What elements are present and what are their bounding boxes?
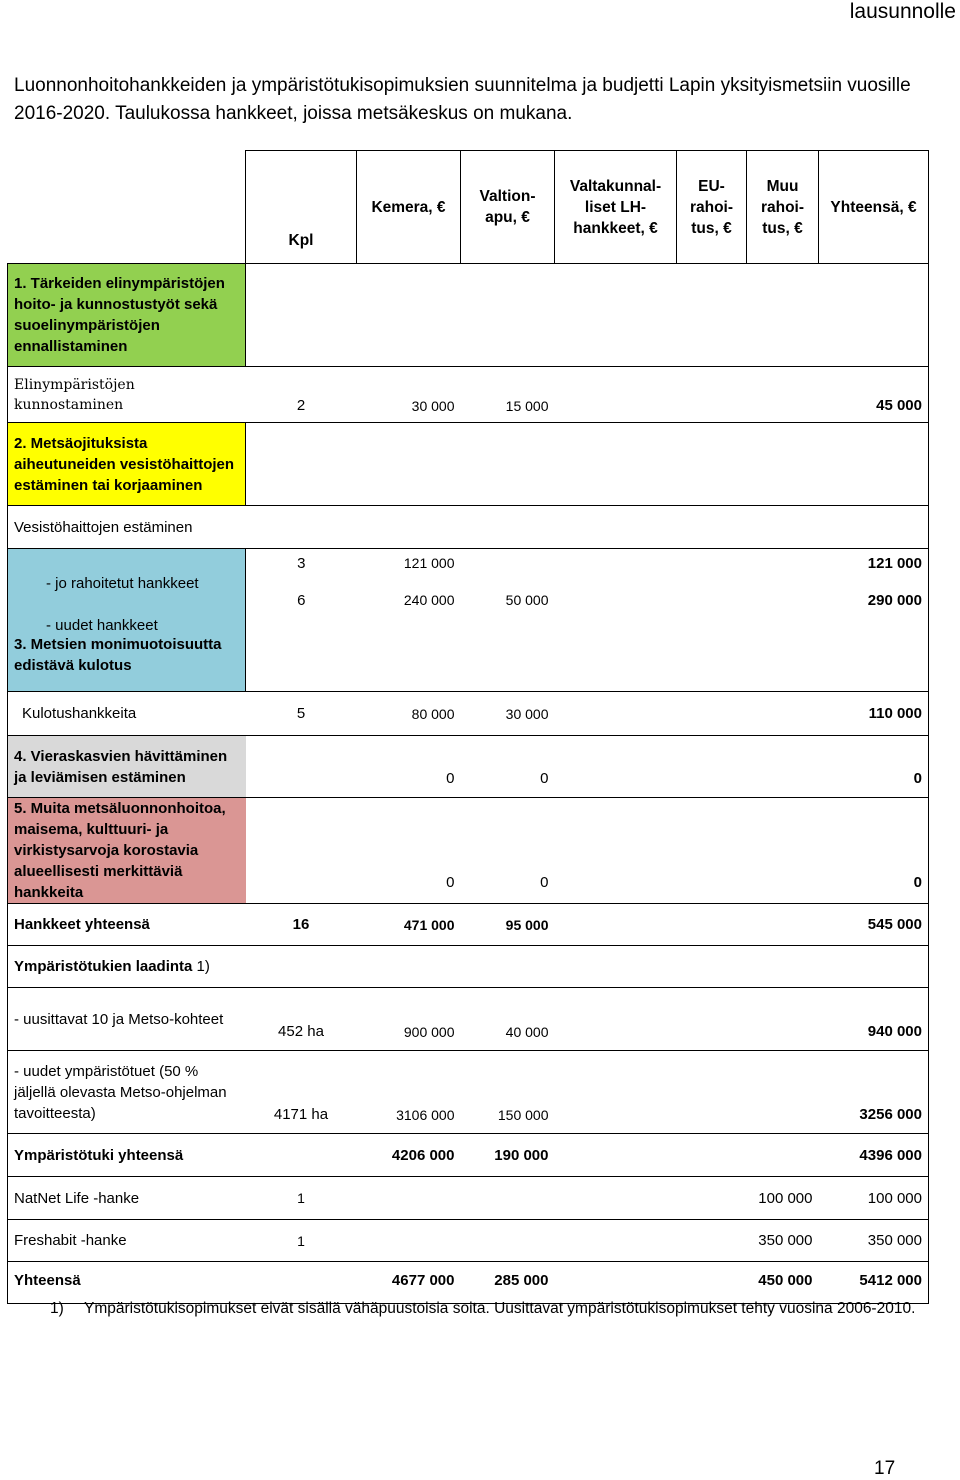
budget-table bbox=[7, 150, 929, 1304]
footnote-ref: 1) bbox=[192, 958, 210, 975]
cell-kemera: 3106 000 bbox=[357, 1051, 461, 1134]
table-row bbox=[8, 1134, 929, 1177]
row-label-uudet: - uudet hankkeet bbox=[8, 592, 246, 634]
table-row bbox=[8, 1051, 929, 1134]
cell-yhteensa: 121 000 bbox=[819, 549, 929, 592]
table-row bbox=[8, 988, 929, 1051]
cell-kpl: 3 bbox=[246, 549, 357, 592]
cell-kemera: 240 000 bbox=[403, 591, 455, 608]
cell-eu: 350 000 bbox=[677, 1220, 819, 1262]
cell-valtionapu: 150 000 bbox=[461, 1051, 555, 1134]
row-label-hankkeet: Hankkeet yhteensä bbox=[8, 904, 246, 946]
cell-kemera: 4677 000 bbox=[357, 1262, 461, 1304]
col-header-yhteensa: Yhteensä, € bbox=[819, 151, 929, 264]
page-number: 17 bbox=[874, 1458, 896, 1479]
cell-valtionapu: 0 bbox=[461, 736, 555, 798]
cell-yhteensa: 545 000 bbox=[819, 904, 929, 946]
cell-kemera: 121 000 bbox=[357, 549, 461, 592]
col-header-muu: Muu rahoi-tus, € bbox=[747, 151, 819, 264]
category-label-4: 4. Vieraskasvien hävittäminen ja leviämisen estäminen bbox=[8, 736, 246, 798]
col-header-kemera: Kemera, € bbox=[357, 151, 461, 264]
row-label-elinymp: Elinympäristöjen kunnostaminen bbox=[8, 367, 246, 423]
footnote-number: 1) bbox=[50, 1300, 64, 1317]
row-label-ymptuki: Ympäristötuki yhteensä bbox=[8, 1134, 246, 1177]
cell-kpl: 16 bbox=[246, 904, 357, 946]
cell-valtionapu: 15 000 bbox=[461, 367, 555, 423]
cell-yhteensa: 110 000 bbox=[819, 692, 929, 736]
row-label-kulotus: Kulotushankkeita bbox=[8, 692, 246, 736]
cell-eu: 100 000 bbox=[677, 1177, 819, 1220]
category-label-5 bbox=[8, 798, 246, 904]
cell-kemera: 471 000 bbox=[357, 904, 461, 946]
cell-valtionapu: 50 000 bbox=[505, 591, 549, 608]
cell-kemera: 900 000 bbox=[357, 988, 461, 1051]
cell-eu: 450 000 bbox=[677, 1262, 819, 1304]
cell-kpl: 1 bbox=[246, 1177, 357, 1220]
cell-yhteensa: 3256 000 bbox=[819, 1051, 929, 1134]
col-header-kpl: Kpl bbox=[246, 151, 357, 264]
cell-yhteensa: 4396 000 bbox=[819, 1134, 929, 1177]
row-label-freshabit: Freshabit -hanke bbox=[8, 1220, 246, 1262]
cell-yhteensa: 290 000 bbox=[867, 591, 922, 609]
cell-yhteensa: 100 000 bbox=[819, 1177, 929, 1220]
intro-paragraph: Luonnonhoitohankkeiden ja ympäristötukisopimuksien suunnitelma ja budjetti Lapin yksityismetsiin vuosille 2016-2020. Taulukossa hankkeet, joissa metsäkeskus on mukana. bbox=[14, 75, 911, 124]
cell-yhteensa: 0 bbox=[819, 736, 929, 798]
cell-kpl: 4171 ha bbox=[246, 1051, 357, 1134]
row-label-total: Yhteensä bbox=[8, 1262, 246, 1304]
row-label-uusittavat: - uusittavat 10 ja Metso-kohteet bbox=[8, 988, 246, 1051]
cell-kpl: 5 bbox=[246, 692, 357, 736]
category-label-1: 1. Tärkeiden elinympäristöjen hoito- ja kunnostustyöt sekä suoelinympäristöjen ennallistaminen bbox=[8, 264, 246, 367]
table-row bbox=[8, 1177, 929, 1220]
footnote-text: Ympäristötukisopimukset eivät sisällä vähäpuustoisia soita. Uusittavat ympäristötukisopimukset tehty vuosina 2006-2010. bbox=[84, 1300, 916, 1317]
cell-kemera: 30 000 bbox=[357, 367, 461, 423]
row-label-uudetymp: - uudet ympäristötuet (50 % jäljellä olevasta Metso-ohjelman tavoitteesta) bbox=[8, 1051, 246, 1134]
document-status-label: lausunnolle bbox=[849, 0, 956, 23]
header-blank bbox=[8, 151, 246, 264]
col-header-eu: EU-rahoi-tus, € bbox=[677, 151, 747, 264]
table-row bbox=[8, 549, 929, 592]
category-row-2 bbox=[8, 423, 929, 506]
table-row bbox=[8, 692, 929, 736]
cell-valtionapu: 95 000 bbox=[461, 904, 555, 946]
cell-kemera: 4206 000 bbox=[357, 1134, 461, 1177]
category-row-1 bbox=[8, 264, 929, 367]
cell-yhteensa: 0 bbox=[819, 798, 929, 904]
row-label-natnet: NatNet Life -hanke bbox=[8, 1177, 246, 1220]
table-row bbox=[8, 904, 929, 946]
row-label-jo: - jo rahoitetut hankkeet bbox=[8, 549, 246, 592]
category-row-3 bbox=[8, 634, 929, 692]
cell-kpl: 6 bbox=[246, 592, 357, 634]
table-row bbox=[8, 1220, 929, 1262]
table-row bbox=[8, 592, 929, 634]
table-row bbox=[8, 946, 929, 988]
category-label-3: 3. Metsien monimuotoisuutta edistävä kulotus bbox=[8, 634, 246, 692]
table-header-row bbox=[8, 151, 929, 264]
category-label-5-text: 5. Muita metsäluonnonhoitoa, maisema, kulttuuri- ja virkistysarvoja korostavia alueellisesti merkittäviä hankkeita bbox=[14, 800, 226, 901]
cell-kpl: 2 bbox=[246, 367, 357, 423]
cell-valtionapu: 40 000 bbox=[461, 988, 555, 1051]
row-label-vesisto: Vesistöhaittojen estäminen bbox=[8, 506, 246, 549]
cell-yhteensa: 45 000 bbox=[819, 367, 929, 423]
footnote bbox=[50, 1299, 920, 1319]
cell-kpl: 1 bbox=[246, 1220, 357, 1262]
category-row-4 bbox=[8, 736, 929, 798]
cell-valtionapu: 0 bbox=[461, 798, 555, 904]
col-header-valtionapu: Valtion-apu, € bbox=[461, 151, 555, 264]
category-label-2: 2. Metsäojituksista aiheutuneiden vesistöhaittojen estäminen tai korjaaminen bbox=[8, 423, 246, 506]
table-row bbox=[8, 506, 929, 549]
cell-kpl: 452 ha bbox=[246, 988, 357, 1051]
category-row-5 bbox=[8, 798, 929, 904]
row-label-laadinta-text: Ympäristötukien laadinta bbox=[14, 958, 193, 975]
cell-kemera: 0 bbox=[357, 736, 461, 798]
cell-kemera: 80 000 bbox=[357, 692, 461, 736]
cell-valtionapu: 190 000 bbox=[461, 1134, 555, 1177]
row-label-laadinta bbox=[8, 946, 246, 988]
cell-yhteensa: 350 000 bbox=[819, 1220, 929, 1262]
col-header-valtakunnalliset: Valtakunnal-liset LH-hankkeet, € bbox=[555, 151, 677, 264]
table-row bbox=[8, 1262, 929, 1304]
cell-yhteensa: 5412 000 bbox=[819, 1262, 929, 1304]
table-row bbox=[8, 367, 929, 423]
cell-kemera: 0 bbox=[357, 798, 461, 904]
cell-yhteensa: 940 000 bbox=[819, 988, 929, 1051]
cell-valtionapu: 30 000 bbox=[461, 692, 555, 736]
cell-valtionapu: 285 000 bbox=[461, 1262, 555, 1304]
